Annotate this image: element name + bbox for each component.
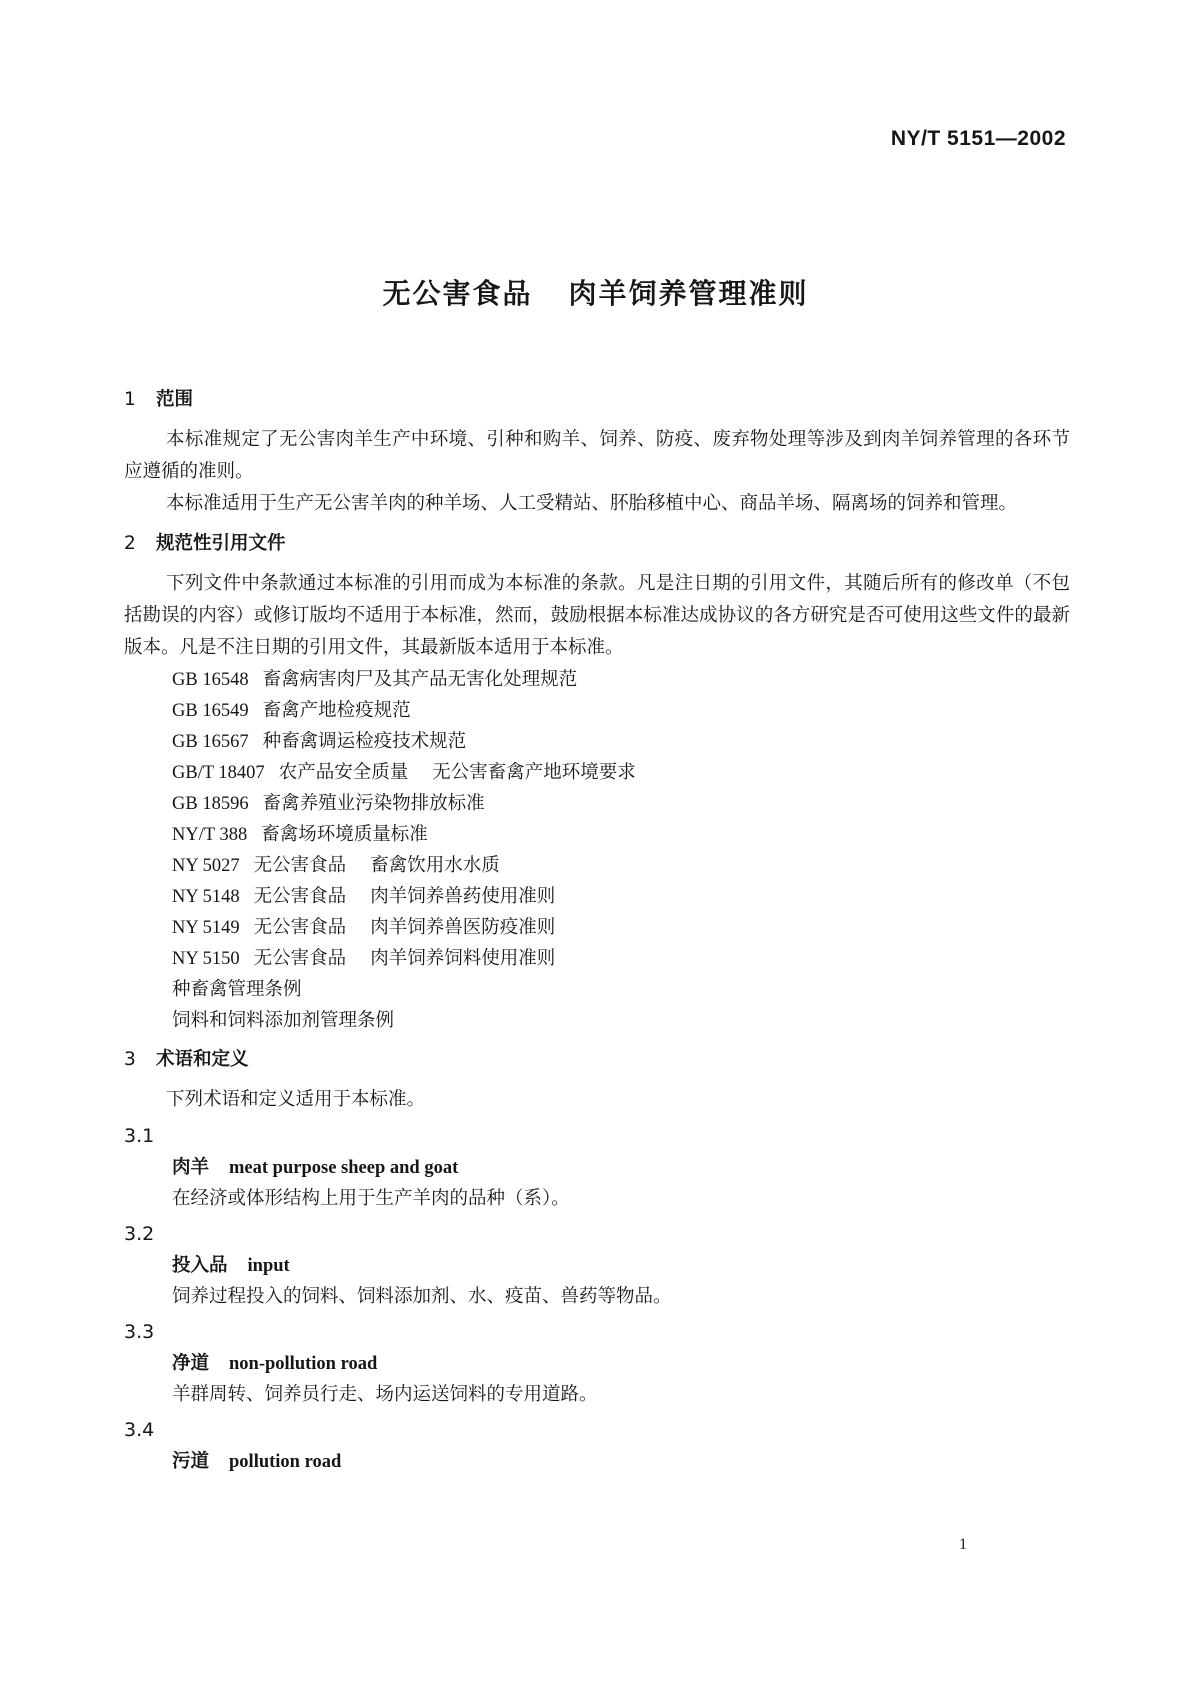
reference-title: 畜禽养殖业污染物排放标准 <box>262 793 485 814</box>
reference-subtitle: 肉羊饲养兽医防疫准则 <box>370 917 556 938</box>
section-1-paragraph-1: 本标准规定了无公害肉羊生产中环境、引种和购羊、饲养、防疫、废弃物处理等涉及到肉羊饲养管理的各环节应遵循的准则。 <box>124 429 1070 482</box>
section-2-heading <box>124 528 1070 560</box>
title-part-2: 肉羊饲养管理准则 <box>568 277 809 310</box>
reference-code: NY 5149 <box>172 918 240 938</box>
reference-title: 无公害食品 <box>253 886 347 907</box>
document-body <box>124 384 1070 1477</box>
page-number: 1 <box>959 1536 967 1553</box>
term-definition: 在经济或体形结构上用于生产羊肉的品种（系）。 <box>172 1188 570 1209</box>
section-title: 规范性引用文件 <box>156 533 286 554</box>
reference-item <box>172 943 1070 974</box>
reference-subtitle: 肉羊饲养饲料使用准则 <box>370 948 556 969</box>
term-heading <box>124 1152 1070 1183</box>
term-number: 3.3 <box>124 1321 155 1343</box>
section-number: 2 <box>124 533 136 554</box>
reference-title: 畜禽产地检疫规范 <box>262 700 411 721</box>
reference-item <box>172 819 1070 850</box>
reference-title: 种畜禽调运检疫技术规范 <box>262 731 467 752</box>
term-zh: 投入品 <box>172 1255 228 1276</box>
term-number: 3.1 <box>124 1125 155 1147</box>
reference-title: 畜禽场环境质量标准 <box>261 824 428 845</box>
reference-item <box>172 726 1070 757</box>
title-part-1: 无公害食品 <box>382 277 533 310</box>
section-1-paragraph-2: 本标准适用于生产无公害羊肉的种羊场、人工受精站、肧胎移植中心、商品羊场、隔离场的饲养和管理。 <box>166 493 1018 514</box>
reference-title: 农产品安全质量 <box>278 762 409 783</box>
reference-code: GB 18596 <box>172 794 249 814</box>
term-number: 3.2 <box>124 1223 155 1245</box>
term-heading <box>124 1250 1070 1281</box>
reference-item <box>172 664 1070 695</box>
normative-reference-list <box>124 664 1070 1036</box>
reference-title: 无公害食品 <box>253 948 347 969</box>
reference-item <box>172 881 1070 912</box>
reference-code: GB 16567 <box>172 732 249 752</box>
term-en: meat purpose sheep and goat <box>229 1158 459 1178</box>
section-number: 3 <box>124 1049 136 1070</box>
reference-code: NY 5027 <box>172 856 240 876</box>
section-number: 1 <box>124 389 136 410</box>
term-zh: 净道 <box>172 1353 210 1374</box>
reference-code: NY 5150 <box>172 949 240 969</box>
reference-title: 畜禽病害肉尸及其产品无害化处理规范 <box>262 669 578 690</box>
reference-subtitle: 无公害畜禽产地环境要求 <box>432 762 636 783</box>
reference-code: GB 16549 <box>172 701 249 721</box>
term-heading <box>124 1446 1070 1477</box>
term-en: non-pollution road <box>229 1354 378 1374</box>
term-heading <box>124 1348 1070 1379</box>
section-1-heading <box>124 384 1070 416</box>
reference-item <box>172 912 1070 943</box>
reference-code: GB 16548 <box>172 670 249 690</box>
term-definition: 饲养过程投入的饲料、饲料添加剂、水、疫苗、兽药等物品。 <box>172 1286 672 1307</box>
reference-subtitle: 肉羊饲养兽药使用准则 <box>370 886 556 907</box>
reference-item: 种畜禽管理条例 <box>172 979 302 1000</box>
reference-item: 饲料和饲料添加剂管理条例 <box>172 1010 395 1031</box>
term-zh: 污道 <box>172 1451 210 1472</box>
term-number: 3.4 <box>124 1419 155 1441</box>
section-title: 术语和定义 <box>156 1049 249 1070</box>
reference-item <box>172 757 1070 788</box>
reference-code: GB/T 18407 <box>172 763 265 783</box>
reference-subtitle: 畜禽饮用水水质 <box>370 855 500 876</box>
reference-item <box>172 788 1070 819</box>
reference-code: NY/T 388 <box>172 825 248 845</box>
standard-code: NY/T 5151—2002 <box>890 127 1066 150</box>
term-definition: 羊群周转、饲养员行走、场内运送饲料的专用道路。 <box>172 1384 598 1405</box>
reference-item <box>172 850 1070 881</box>
section-3-heading <box>124 1044 1070 1076</box>
document-title <box>0 272 1191 312</box>
term-zh: 肉羊 <box>172 1157 210 1178</box>
term-en: pollution road <box>229 1452 342 1472</box>
reference-title: 无公害食品 <box>253 855 347 876</box>
reference-title: 无公害食品 <box>253 917 347 938</box>
section-3-intro: 下列术语和定义适用于本标准。 <box>166 1089 426 1110</box>
term-en: input <box>247 1256 290 1276</box>
section-title: 范围 <box>156 389 194 410</box>
section-2-paragraph: 下列文件中条款通过本标准的引用而成为本标准的条款。凡是注日期的引用文件，其随后所有的修改单（不包括勘误的内容）或修订版均不适用于本标准，然而，鼓励根据本标准达成协议的各方研究是否可使用这些文件的最新版本。凡是不注日期的引用文件，其最新版本适用于本标准。 <box>124 573 1070 658</box>
reference-code: NY 5148 <box>172 887 240 907</box>
reference-item <box>172 695 1070 726</box>
